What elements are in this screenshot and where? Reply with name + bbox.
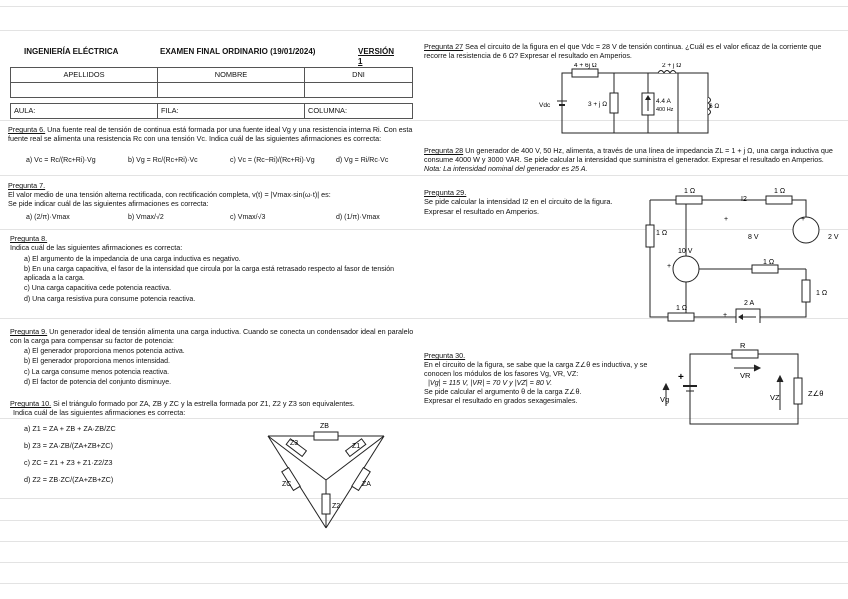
q27-label-z1: 4 + 6j Ω bbox=[574, 63, 597, 69]
q10-delta-star-figure bbox=[266, 418, 386, 530]
q10-label-zc: ZC bbox=[282, 481, 292, 488]
q9-option-c[interactable]: c) La carga consume menos potencia reactiva. bbox=[24, 368, 170, 376]
q10-label-za: ZA bbox=[362, 481, 371, 488]
q6-option-d[interactable]: d) Vg = Ri/Rc·Vc bbox=[336, 157, 389, 164]
q27-title: Pregunta 27 bbox=[424, 42, 464, 51]
q8-text: Indica cuál de las siguientes afirmaciones es correcta: bbox=[10, 243, 183, 252]
q29-label-a2: 2 A bbox=[744, 300, 755, 307]
q30-text: En el circuito de la figura, se sabe que la carga Z∠θ es inductiva, y se conocen los módulos de los fasores Vg, VR, VZ: bbox=[424, 360, 648, 378]
q10-title: Pregunta 10. bbox=[10, 399, 52, 408]
q29-label-r-top2: 1 Ω bbox=[774, 188, 786, 195]
question-28 bbox=[424, 146, 834, 173]
columna-field[interactable]: COLUMNA: bbox=[305, 104, 413, 119]
q29-title: Pregunta 29. bbox=[424, 188, 467, 197]
nombre-field[interactable] bbox=[158, 83, 305, 98]
q27-label-vdc: Vdc bbox=[539, 102, 551, 109]
question-6 bbox=[8, 125, 416, 143]
q29-label-v8: 8 V bbox=[748, 234, 759, 241]
q29-label-r-mid: 1 Ω bbox=[763, 259, 775, 266]
question-9 bbox=[10, 327, 416, 345]
q29-label-r-bot: 1 Ω bbox=[676, 305, 688, 312]
q9-option-d[interactable]: d) El factor de potencia del conjunto disminuye. bbox=[24, 378, 172, 386]
question-7 bbox=[8, 181, 416, 208]
q29-label-r-right: 1 Ω bbox=[816, 290, 828, 297]
q30-label-vr: VR bbox=[740, 371, 751, 380]
q10-options bbox=[24, 424, 244, 486]
q30-text2: Se pide calcular el argumento θ de la carga Z∠θ. bbox=[424, 387, 582, 396]
q29-text2: Expresar el resultado en Amperios. bbox=[424, 206, 540, 216]
q30-label-vg: Vg bbox=[660, 395, 670, 404]
apellidos-header: APELLIDOS bbox=[11, 68, 158, 83]
q9-text: Un generador ideal de tensión alimenta una carga inductiva. Cuando se conecta un condensador ideal en paralelo con la carga para compensar su factor de potencia: bbox=[10, 327, 414, 345]
q8-title: Pregunta 8. bbox=[10, 234, 48, 243]
q6-option-a[interactable]: a) Vc = Rc/(Rc+Ri)·Vg bbox=[26, 157, 96, 164]
q7-option-a[interactable]: a) (2/π)·Vmax bbox=[26, 214, 70, 221]
q29-label-v2: 2 V bbox=[828, 234, 839, 241]
q29-label-r-left: 1 Ω bbox=[656, 230, 668, 237]
q9-option-a[interactable]: a) El generador proporciona menos potencia activa. bbox=[24, 348, 185, 355]
fila-field[interactable]: FILA: bbox=[158, 104, 305, 119]
question-29 bbox=[424, 188, 639, 216]
q6-title: Pregunta 6. bbox=[8, 125, 46, 134]
q27-circuit-figure bbox=[538, 63, 728, 135]
q9-options bbox=[24, 348, 416, 389]
q9-title: Pregunta 9. bbox=[10, 327, 48, 336]
dni-field[interactable] bbox=[305, 83, 413, 98]
q29-text: Se pide calcular la intensidad I2 en el circuito de la figura. bbox=[424, 197, 613, 207]
q27-label-z2: 2 + j Ω bbox=[662, 63, 682, 69]
q10-option-a[interactable]: a) Z1 = ZA + ZB + ZA·ZB/ZC bbox=[24, 424, 116, 433]
q28-title: Pregunta 28 bbox=[424, 146, 464, 155]
q8-option-d[interactable]: d) Una carga resistiva pura consume potencia reactiva. bbox=[24, 295, 196, 303]
q7-text: El valor medio de una tensión alterna rectificada, con rectificación completa, v(t) = |Vmax·sin(ω·t)| es: bbox=[8, 190, 331, 199]
q27-label-r6: 6 Ω bbox=[709, 103, 720, 110]
q30-text3: Expresar el resultado en grados sexagesimales. bbox=[424, 396, 578, 405]
q6-option-b[interactable]: b) Vg = Rc/(Rc+Ri)·Vc bbox=[128, 157, 198, 164]
q29-label-r-top1: 1 Ω bbox=[684, 188, 696, 195]
q27-label-src: 4.4 A bbox=[656, 98, 671, 105]
exam-title: EXAMEN FINAL ORDINARIO (19/01/2024) bbox=[160, 47, 316, 56]
q6-text: Una fuente real de tensión de continua está formada por una fuente ideal Vg y una resistencia interna Ri. Con esta fuente real se alimenta una resistencia Rc con una tensión Vc. Indica cuál de las siguientes afirmaciones es correcta: bbox=[8, 125, 413, 143]
q10-label-zb: ZB bbox=[320, 423, 329, 430]
q6-option-c[interactable]: c) Vc = (Rc−Ri)/(Rc+Ri)·Vg bbox=[230, 157, 315, 164]
question-30 bbox=[424, 351, 656, 405]
q8-option-a[interactable]: a) El argumento de la impedancia de una carga inductiva es negativo. bbox=[24, 256, 241, 263]
q29-label-plus-c: + bbox=[667, 263, 672, 270]
q10-text2: Indica cuál de las siguientes afirmaciones es correcta: bbox=[13, 408, 186, 417]
q30-label-z: Z∠θ bbox=[808, 389, 824, 398]
apellidos-field[interactable] bbox=[11, 83, 158, 98]
q29-circuit-figure bbox=[640, 183, 846, 323]
q27-label-freq: 400 Hz bbox=[656, 107, 674, 113]
question-27 bbox=[424, 42, 824, 60]
student-form bbox=[10, 67, 413, 119]
q30-modules: |Vg| = 115 V, |VR| = 70 V y |VZ| = 80 V. bbox=[428, 378, 553, 387]
version-label: VERSIÓN 1 bbox=[358, 47, 395, 66]
q10-label-z1: Z1 bbox=[352, 443, 361, 450]
q10-option-b[interactable]: b) Z3 = ZA·ZB/(ZA+ZB+ZC) bbox=[24, 441, 113, 450]
question-10 bbox=[10, 399, 416, 417]
q7-title: Pregunta 7. bbox=[8, 181, 46, 190]
q7-option-b[interactable]: b) Vmax/√2 bbox=[128, 214, 164, 221]
q8-option-c[interactable]: c) Una carga capacitiva cede potencia reactiva. bbox=[24, 285, 172, 293]
q30-label-r: R bbox=[740, 341, 746, 350]
q28-text: Un generador de 400 V, 50 Hz, alimenta, a través de una línea de impedancia ZL = 1 + j Ω, una carga inductiva que consume 4000 W y 3000 VAR. Se pide calcular la intensidad que suministra el generador. Expresar el resultado en Amperios. bbox=[424, 146, 833, 164]
q30-label-plus: + bbox=[678, 372, 684, 383]
q27-label-z3: 3 + j Ω bbox=[588, 101, 608, 108]
q10-label-z3: Z3 bbox=[290, 440, 299, 447]
question-8 bbox=[10, 234, 416, 252]
q10-option-c[interactable]: c) ZC = Z1 + Z3 + Z1·Z2/Z3 bbox=[24, 458, 113, 467]
q8-option-b[interactable]: b) En una carga capacitiva, el fasor de la intensidad que circula por la carga está retrasado respecto al fasor de tensión aplicada a la carga. bbox=[24, 266, 395, 282]
q10-label-z2: Z2 bbox=[332, 503, 341, 510]
school-title: INGENIERÍA ELÉCTRICA bbox=[24, 47, 119, 56]
q8-options bbox=[24, 256, 416, 306]
q7-text2: Se pide indicar cuál de las siguientes afirmaciones es correcta: bbox=[8, 199, 209, 208]
nombre-header: NOMBRE bbox=[158, 68, 305, 83]
q30-title: Pregunta 30. bbox=[424, 351, 466, 360]
q10-text: Si el triángulo formado por ZA, ZB y ZC y la estrella formada por Z1, Z2 y Z3 son equivalentes. bbox=[53, 399, 355, 408]
aula-field[interactable]: AULA: bbox=[11, 104, 158, 119]
q29-label-plus-b: + bbox=[801, 216, 806, 223]
q7-option-d[interactable]: d) (1/π)·Vmax bbox=[336, 214, 380, 221]
q29-label-v10: 10 V bbox=[678, 248, 693, 255]
q27-text: Sea el circuito de la figura en el que Vdc = 28 V de tensión continua. ¿Cuál es el valor eficaz de la corriente que recorre la resistencia de 6 Ω? Expresar el resultado en Amperios. bbox=[424, 42, 822, 60]
q29-label-i2: I2 bbox=[741, 196, 747, 203]
q28-note: Nota: La intensidad nominal del generador es 25 A. bbox=[424, 164, 588, 173]
q30-label-vz: VZ bbox=[770, 393, 780, 402]
q7-option-c[interactable]: c) Vmax/√3 bbox=[230, 214, 266, 221]
q9-option-b[interactable]: b) El generador proporciona menos intensidad. bbox=[24, 358, 170, 366]
q30-circuit-figure bbox=[658, 340, 838, 430]
q29-label-plus-d: + bbox=[723, 312, 728, 319]
q29-label-plus-a: + bbox=[724, 216, 729, 223]
q10-option-d[interactable]: d) Z2 = ZB·ZC/(ZA+ZB+ZC) bbox=[24, 475, 114, 484]
dni-header: DNI bbox=[305, 68, 413, 83]
